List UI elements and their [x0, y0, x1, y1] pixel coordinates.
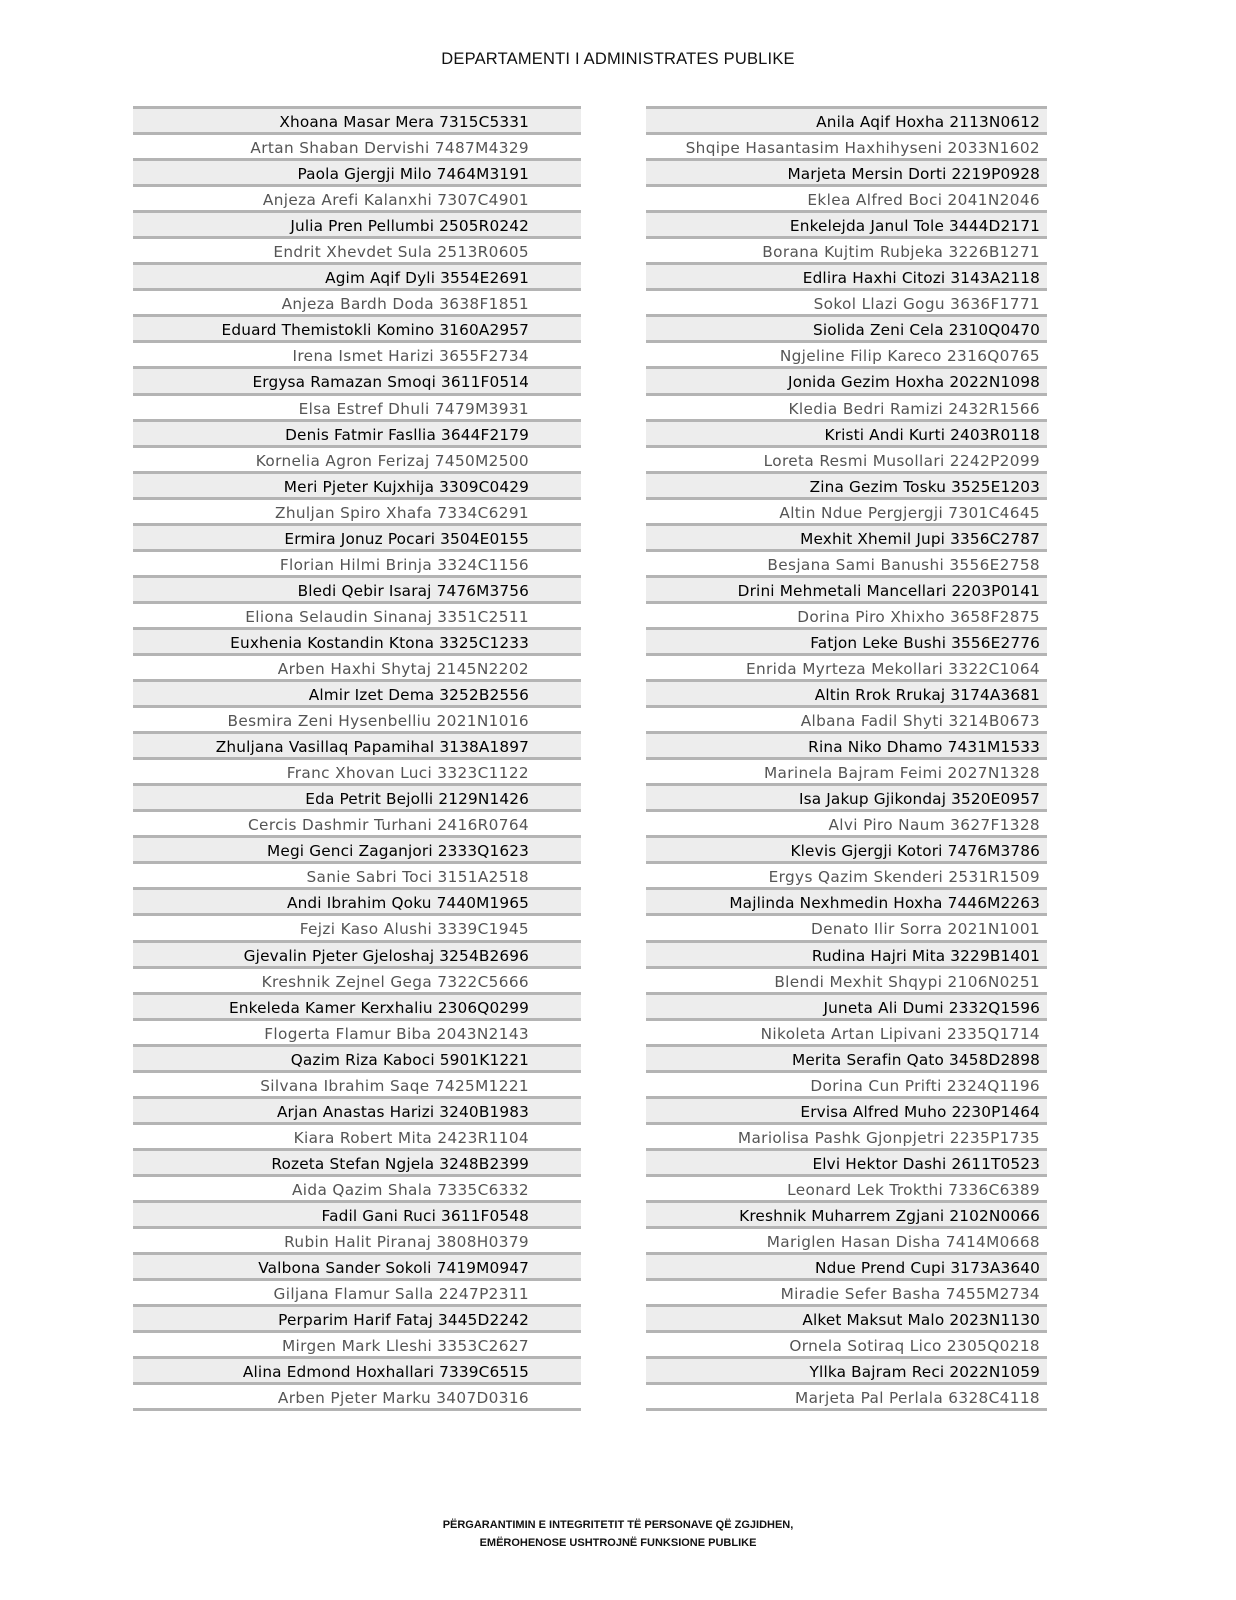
person-entry: Julia Pren Pellumbi 2505R0242 — [290, 217, 529, 236]
list-item — [133, 184, 581, 210]
person-entry: Alina Edmond Hoxhallari 7339C6515 — [242, 1363, 529, 1382]
list-item — [133, 366, 581, 392]
list-item — [646, 1044, 1047, 1070]
list-item — [133, 210, 581, 236]
list-item — [646, 1200, 1047, 1226]
person-entry: Enrida Myrteza Mekollari 3322C1064 — [745, 659, 1040, 678]
person-entry: Rina Niko Dhamo 7431M1533 — [808, 738, 1040, 757]
list-item — [133, 1044, 581, 1070]
list-item — [133, 523, 581, 549]
person-entry: Flogerta Flamur Biba 2043N2143 — [264, 1024, 529, 1043]
list-item — [133, 288, 581, 314]
person-entry: Mirgen Mark Lleshi 3353C2627 — [281, 1337, 529, 1356]
person-entry: Eklea Alfred Boci 2041N2046 — [807, 191, 1040, 210]
person-entry: Kornelia Agron Ferizaj 7450M2500 — [255, 451, 529, 470]
person-entry: Dorina Piro Xhixho 3658F2875 — [797, 607, 1040, 626]
list-item — [133, 757, 581, 783]
list-item — [646, 340, 1047, 366]
person-entry: Qazim Riza Kaboci 5901K1221 — [290, 1050, 529, 1069]
person-entry: Alvi Piro Naum 3627F1328 — [828, 816, 1040, 835]
list-item — [646, 393, 1047, 419]
person-entry: Blendi Mexhit Shqypi 2106N0251 — [774, 972, 1040, 991]
person-entry: Meri Pjeter Kujxhija 3309C0429 — [283, 477, 529, 496]
person-entry: Dorina Cun Prifti 2324Q1196 — [810, 1076, 1040, 1095]
person-entry: Klevis Gjergji Kotori 7476M3786 — [790, 842, 1040, 861]
person-entry: Euxhenia Kostandin Ktona 3325C1233 — [230, 633, 529, 652]
list-item — [133, 913, 581, 939]
person-entry: Edlira Haxhi Citozi 3143A2118 — [802, 269, 1040, 288]
person-entry: Besmira Zeni Hysenbelliu 2021N1016 — [227, 712, 529, 731]
list-item — [646, 132, 1047, 158]
list-item — [133, 887, 581, 913]
list-item — [646, 1174, 1047, 1200]
list-item — [133, 679, 581, 705]
list-bottom-rule — [646, 1408, 1047, 1411]
person-entry: Elvi Hektor Dashi 2611T0523 — [812, 1154, 1040, 1173]
person-entry: Yllka Bajram Reci 2022N1059 — [809, 1363, 1040, 1382]
person-entry: Agim Aqif Dyli 3554E2691 — [325, 269, 529, 288]
list-item — [133, 1122, 581, 1148]
list-item — [133, 731, 581, 757]
list-item — [133, 1356, 581, 1382]
person-entry: Marjeta Pal Perlala 6328C4118 — [795, 1389, 1040, 1408]
list-item — [646, 419, 1047, 445]
person-entry: Zhuljan Spiro Xhafa 7334C6291 — [274, 503, 529, 522]
list-item — [646, 210, 1047, 236]
list-item — [646, 601, 1047, 627]
list-item — [133, 106, 581, 132]
list-item — [133, 1148, 581, 1174]
person-entry: Almir Izet Dema 3252B2556 — [308, 686, 529, 705]
person-entry: Fejzi Kaso Alushi 3339C1945 — [299, 920, 529, 939]
person-entry: Gjevalin Pjeter Gjeloshaj 3254B2696 — [243, 946, 529, 965]
footer-line-1: PËRGARANTIMIN E INTEGRITETIT TË PERSONAVE QË ZGJIDHEN, — [442, 1519, 794, 1531]
list-item — [646, 497, 1047, 523]
person-entry: Bledi Qebir Isaraj 7476M3756 — [297, 581, 529, 600]
person-entry: Anjeza Arefi Kalanxhi 7307C4901 — [262, 191, 529, 210]
person-entry: Florian Hilmi Brinja 3324C1156 — [279, 555, 529, 574]
person-entry: Mariolisa Pashk Gjonpjetri 2235P1735 — [737, 1128, 1040, 1147]
list-item — [646, 549, 1047, 575]
list-item — [646, 757, 1047, 783]
list-item — [646, 809, 1047, 835]
list-item — [133, 549, 581, 575]
person-entry: Drini Mehmetali Mancellari 2203P0141 — [737, 581, 1040, 600]
list-item — [646, 1148, 1047, 1174]
person-entry: Enkeleda Kamer Kerxhaliu 2306Q0299 — [228, 998, 529, 1017]
person-entry: Besjana Sami Banushi 3556E2758 — [767, 555, 1040, 574]
person-entry: Rubin Halit Piranaj 3808H0379 — [284, 1233, 529, 1252]
person-entry: Kledia Bedri Ramizi 2432R1566 — [788, 399, 1040, 418]
list-item — [133, 419, 581, 445]
person-entry: Ervisa Alfred Muho 2230P1464 — [800, 1102, 1040, 1121]
list-item — [133, 1278, 581, 1304]
person-entry: Alket Maksut Malo 2023N1130 — [802, 1311, 1040, 1330]
list-item — [133, 393, 581, 419]
list-item — [646, 731, 1047, 757]
person-entry: Franc Xhovan Luci 3323C1122 — [286, 764, 529, 783]
list-item — [646, 861, 1047, 887]
person-entry: Silvana Ibrahim Saqe 7425M1221 — [260, 1076, 529, 1095]
person-entry: Jonida Gezim Hoxha 2022N1098 — [788, 373, 1040, 392]
list-item — [646, 966, 1047, 992]
list-item — [133, 835, 581, 861]
person-entry: Giljana Flamur Salla 2247P2311 — [273, 1285, 529, 1304]
list-item — [646, 627, 1047, 653]
list-item — [646, 1018, 1047, 1044]
person-entry: Xhoana Masar Mera 7315C5331 — [279, 113, 529, 131]
list-item — [646, 523, 1047, 549]
list-item — [646, 445, 1047, 471]
list-item — [133, 497, 581, 523]
person-entry: Altin Rrok Rrukaj 3174A3681 — [814, 686, 1040, 705]
list-item — [133, 1018, 581, 1044]
list-item — [133, 809, 581, 835]
list-item — [646, 106, 1047, 132]
person-entry: Endrit Xhevdet Sula 2513R0605 — [273, 243, 529, 262]
list-item — [133, 1200, 581, 1226]
person-entry: Elsa Estref Dhuli 7479M3931 — [298, 399, 529, 418]
person-entry: Eda Petrit Bejolli 2129N1426 — [305, 790, 529, 809]
person-entry: Kiara Robert Mita 2423R1104 — [293, 1128, 529, 1147]
person-entry: Ergys Qazim Skenderi 2531R1509 — [768, 868, 1040, 887]
list-item — [133, 653, 581, 679]
person-entry: Ornela Sotiraq Lico 2305Q0218 — [789, 1337, 1040, 1356]
person-entry: Anjeza Bardh Doda 3638F1851 — [281, 295, 529, 314]
list-bottom-rule — [133, 1408, 581, 1411]
person-entry: Mariglen Hasan Disha 7414M0668 — [766, 1233, 1040, 1252]
list-item — [646, 679, 1047, 705]
person-entry: Sokol Llazi Gogu 3636F1771 — [813, 295, 1040, 314]
person-entry: Fadil Gani Ruci 3611F0548 — [321, 1206, 529, 1225]
person-entry: Anila Aqif Hoxha 2113N0612 — [816, 113, 1040, 131]
list-item — [133, 1252, 581, 1278]
list-item — [133, 314, 581, 340]
person-entry: Paola Gjergji Milo 7464M3191 — [297, 165, 529, 184]
person-entry: Majlinda Nexhmedin Hoxha 7446M2263 — [729, 894, 1040, 913]
list-item — [133, 132, 581, 158]
list-item — [646, 705, 1047, 731]
list-item — [646, 992, 1047, 1018]
person-entry: Rudina Hajri Mita 3229B1401 — [811, 946, 1040, 965]
list-item — [646, 158, 1047, 184]
person-entry: Rozeta Stefan Ngjela 3248B2399 — [271, 1154, 529, 1173]
list-item — [133, 1330, 581, 1356]
person-entry: Ergysa Ramazan Smoqi 3611F0514 — [252, 373, 529, 392]
list-item — [646, 913, 1047, 939]
list-item — [646, 575, 1047, 601]
list-item — [133, 966, 581, 992]
right-name-list — [646, 106, 1047, 1411]
list-item — [133, 471, 581, 497]
person-entry: Aida Qazim Shala 7335C6332 — [291, 1180, 529, 1199]
list-item — [133, 1070, 581, 1096]
person-entry: Merita Serafin Qato 3458D2898 — [792, 1050, 1040, 1069]
person-entry: Ndue Prend Cupi 3173A3640 — [815, 1259, 1040, 1278]
left-name-list — [133, 106, 581, 1411]
list-item — [133, 601, 581, 627]
person-entry: Altin Ndue Pergjergji 7301C4645 — [779, 503, 1040, 522]
person-entry: Zina Gezim Tosku 3525E1203 — [809, 477, 1040, 496]
person-entry: Arjan Anastas Harizi 3240B1983 — [276, 1102, 529, 1121]
person-entry: Perparim Harif Fataj 3445D2242 — [278, 1311, 529, 1330]
list-item — [646, 314, 1047, 340]
list-item — [646, 1226, 1047, 1252]
list-item — [646, 1096, 1047, 1122]
person-entry: Fatjon Leke Bushi 3556E2776 — [810, 633, 1040, 652]
person-entry: Kreshnik Muharrem Zgjani 2102N0066 — [739, 1206, 1040, 1225]
person-entry: Zhuljana Vasillaq Papamihal 3138A1897 — [215, 738, 529, 757]
list-item — [646, 1252, 1047, 1278]
list-item — [133, 445, 581, 471]
list-item — [646, 653, 1047, 679]
list-item — [646, 1382, 1047, 1408]
person-entry: Andi Ibrahim Qoku 7440M1965 — [286, 894, 529, 913]
person-entry: Enkelejda Janul Tole 3444D2171 — [789, 217, 1040, 236]
list-item — [133, 1096, 581, 1122]
person-entry: Ngjeline Filip Kareco 2316Q0765 — [779, 347, 1040, 366]
person-entry: Mexhit Xhemil Jupi 3356C2787 — [800, 529, 1040, 548]
person-entry: Cercis Dashmir Turhani 2416R0764 — [248, 816, 529, 835]
person-entry: Shqipe Hasantasim Haxhihyseni 2033N1602 — [685, 139, 1040, 158]
person-entry: Arben Haxhi Shytaj 2145N2202 — [277, 659, 529, 678]
person-entry: Irena Ismet Harizi 3655F2734 — [292, 347, 529, 366]
list-item — [133, 861, 581, 887]
person-entry: Albana Fadil Shyti 3214B0673 — [800, 712, 1040, 731]
list-item — [133, 1226, 581, 1252]
person-entry: Nikoleta Artan Lipivani 2335Q1714 — [760, 1024, 1040, 1043]
list-item — [133, 158, 581, 184]
person-entry: Denato Ilir Sorra 2021N1001 — [810, 920, 1040, 939]
list-item — [133, 236, 581, 262]
person-entry: Denis Fatmir Fasllia 3644F2179 — [285, 425, 529, 444]
page-title: DEPARTAMENTI I ADMINISTRATES PUBLIKE — [441, 50, 795, 68]
person-entry: Ermira Jonuz Pocari 3504E0155 — [284, 529, 529, 548]
person-entry: Valbona Sander Sokoli 7419M0947 — [258, 1259, 529, 1278]
list-item — [133, 262, 581, 288]
person-entry: Isa Jakup Gjikondaj 3520E0957 — [798, 790, 1040, 809]
list-item — [646, 1330, 1047, 1356]
footer-line-2: EMËROHENOSE USHTROJNË FUNKSIONE PUBLIKE — [479, 1537, 757, 1549]
list-item — [133, 940, 581, 966]
list-item — [133, 705, 581, 731]
list-item — [646, 835, 1047, 861]
person-entry: Kreshnik Zejnel Gega 7322C5666 — [261, 972, 529, 991]
person-entry: Sanie Sabri Toci 3151A2518 — [306, 868, 529, 887]
list-item — [646, 1122, 1047, 1148]
list-item — [646, 288, 1047, 314]
person-entry: Siolida Zeni Cela 2310Q0470 — [813, 321, 1040, 340]
footer — [0, 1516, 1236, 1552]
list-item — [133, 1304, 581, 1330]
person-entry: Eliona Selaudin Sinanaj 3351C2511 — [245, 607, 529, 626]
list-item — [646, 366, 1047, 392]
list-item — [133, 1174, 581, 1200]
person-entry: Marinela Bajram Feimi 2027N1328 — [763, 764, 1040, 783]
person-entry: Loreta Resmi Musollari 2242P2099 — [763, 451, 1040, 470]
person-entry: Artan Shaban Dervishi 7487M4329 — [250, 139, 529, 158]
list-item — [646, 1070, 1047, 1096]
person-entry: Borana Kujtim Rubjeka 3226B1271 — [762, 243, 1040, 262]
list-item — [646, 940, 1047, 966]
list-item — [646, 262, 1047, 288]
person-entry: Eduard Themistokli Komino 3160A2957 — [221, 321, 529, 340]
list-item — [646, 1356, 1047, 1382]
person-entry: Leonard Lek Trokthi 7336C6389 — [787, 1180, 1040, 1199]
person-entry: Miradie Sefer Basha 7455M2734 — [780, 1285, 1040, 1304]
list-item — [133, 992, 581, 1018]
person-entry: Kristi Andi Kurti 2403R0118 — [824, 425, 1040, 444]
list-item — [133, 340, 581, 366]
list-item — [646, 1278, 1047, 1304]
person-entry: Arben Pjeter Marku 3407D0316 — [277, 1389, 529, 1408]
list-item — [646, 783, 1047, 809]
list-item — [133, 783, 581, 809]
list-item — [133, 575, 581, 601]
person-entry: Juneta Ali Dumi 2332Q1596 — [823, 998, 1040, 1017]
person-entry: Megi Genci Zaganjori 2333Q1623 — [267, 842, 529, 861]
person-entry: Marjeta Mersin Dorti 2219P0928 — [787, 165, 1040, 184]
list-item — [133, 627, 581, 653]
list-item — [646, 887, 1047, 913]
list-item — [133, 1382, 581, 1408]
list-item — [646, 471, 1047, 497]
list-item — [646, 236, 1047, 262]
list-item — [646, 1304, 1047, 1330]
list-item — [646, 184, 1047, 210]
